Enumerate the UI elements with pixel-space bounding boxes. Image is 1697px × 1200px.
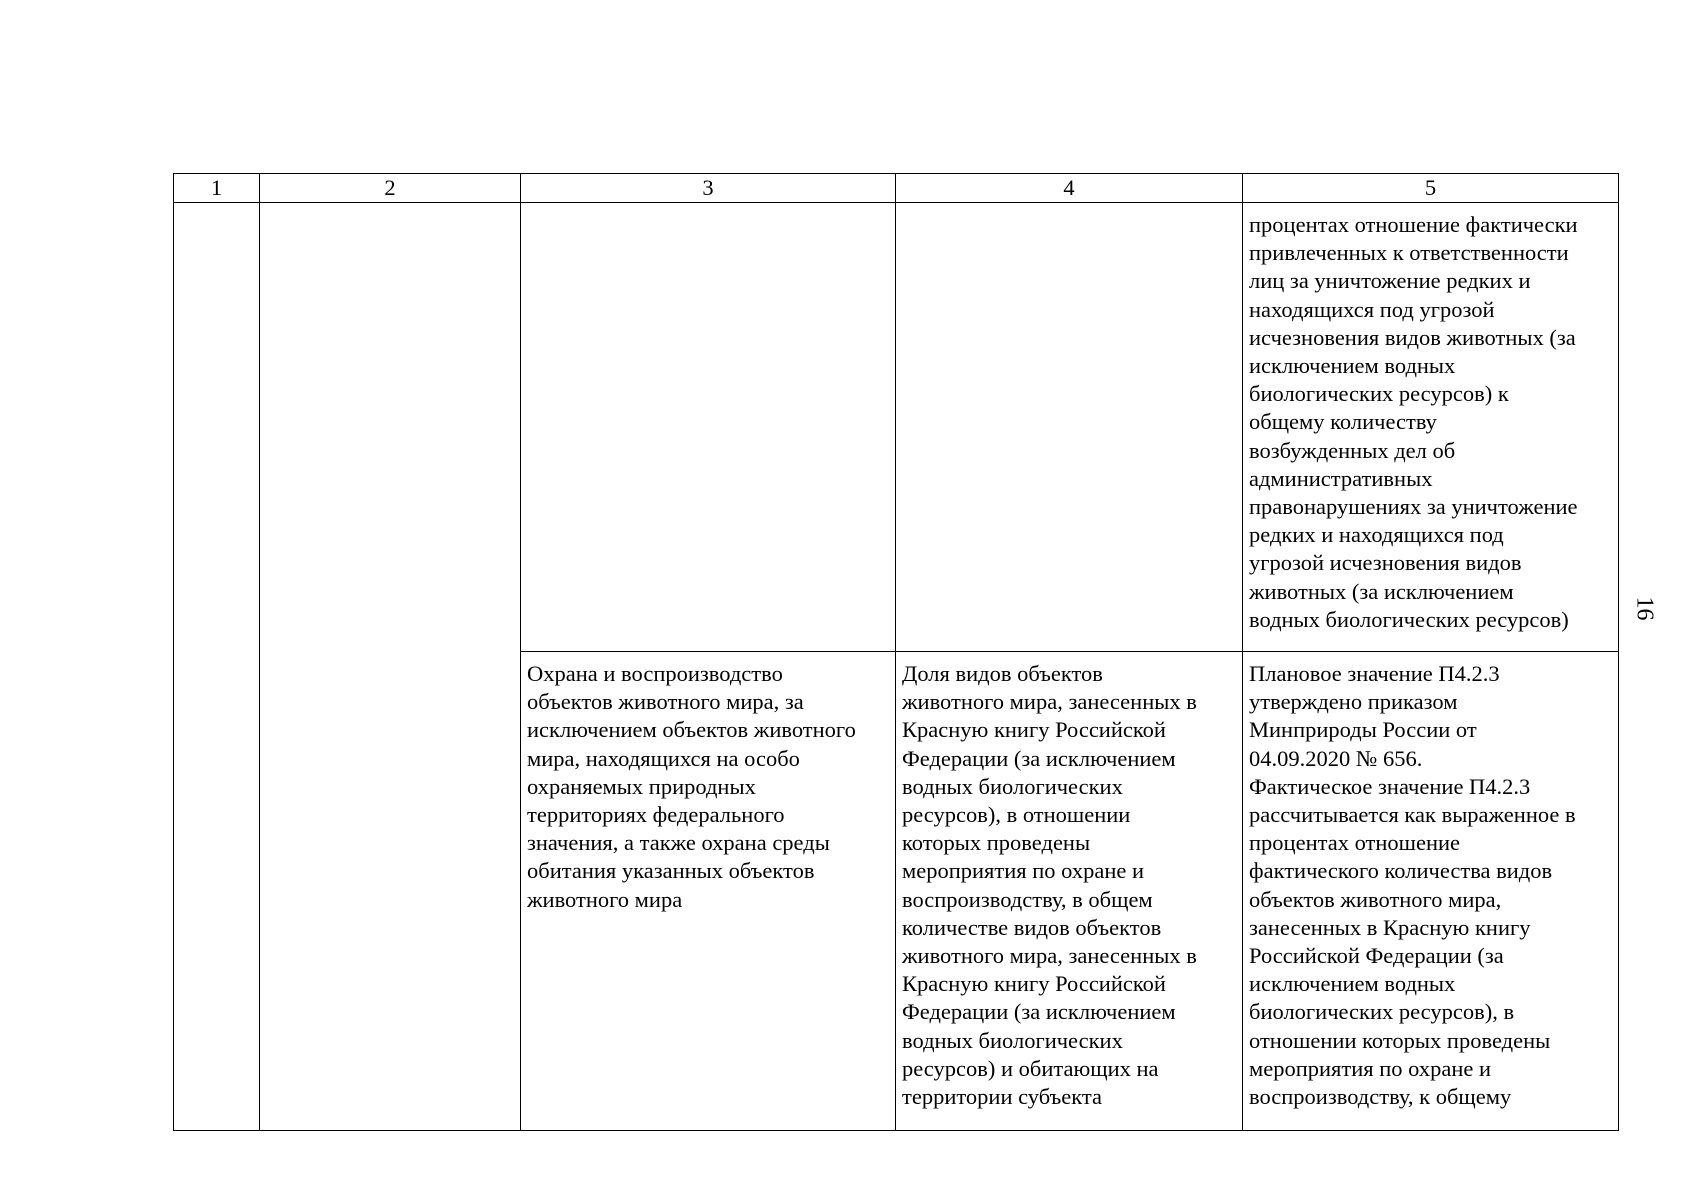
header-col-5: 5 <box>1243 174 1619 203</box>
header-col-3: 3 <box>521 174 896 203</box>
cell-col-5: процентах отношение фактически привлеченных к ответственности лиц за уничтожение редких и находящихся под угрозой исчезновения видов животных (за исключением водных биологических ресурсов) к общему количеству возбужденных дел об административных правонарушениях за уничтожение редких и находящихся под угрозой исчезновения видов животных (за исключением водных биологических ресурсов) <box>1243 203 1619 652</box>
cell-col-3 <box>521 203 896 652</box>
table-row <box>174 203 1619 652</box>
cell-col-1 <box>174 203 260 1131</box>
header-col-1: 1 <box>174 174 260 203</box>
header-row <box>174 174 1619 203</box>
header-col-4: 4 <box>896 174 1243 203</box>
cell-col-2 <box>260 203 521 1131</box>
cell-col-4: Доля видов объектов животного мира, занесенных в Красную книгу Российской Федерации (за исключением водных биологических ресурсов), в отношении которых проведены мероприятия по охране и воспроизводству, в общем количестве видов объектов животного мира, занесенных в Красную книгу Российской Федерации (за исключением водных биологических ресурсов) и обитающих на территории субъекта <box>896 652 1243 1131</box>
header-col-2: 2 <box>260 174 521 203</box>
cell-col-4 <box>896 203 1243 652</box>
page-number: 16 <box>1631 596 1658 621</box>
cell-col-3: Охрана и воспроизводство объектов животного мира, за исключением объектов животного мира, находящихся на особо охраняемых природных территориях федерального значения, а также охрана среды обитания указанных объектов животного мира <box>521 652 896 1131</box>
cell-col-5: Плановое значение П4.2.3 утверждено приказом Минприроды России от 04.09.2020 № 656. Фактическое значение П4.2.3 рассчитывается как выраженное в процентах отношение фактического количества видов объектов животного мира, занесенных в Красную книгу Российской Федерации (за исключением водных биологических ресурсов), в отношении которых проведены мероприятия по охране и воспроизводству, к общему <box>1243 652 1619 1131</box>
data-table <box>173 173 1619 1131</box>
